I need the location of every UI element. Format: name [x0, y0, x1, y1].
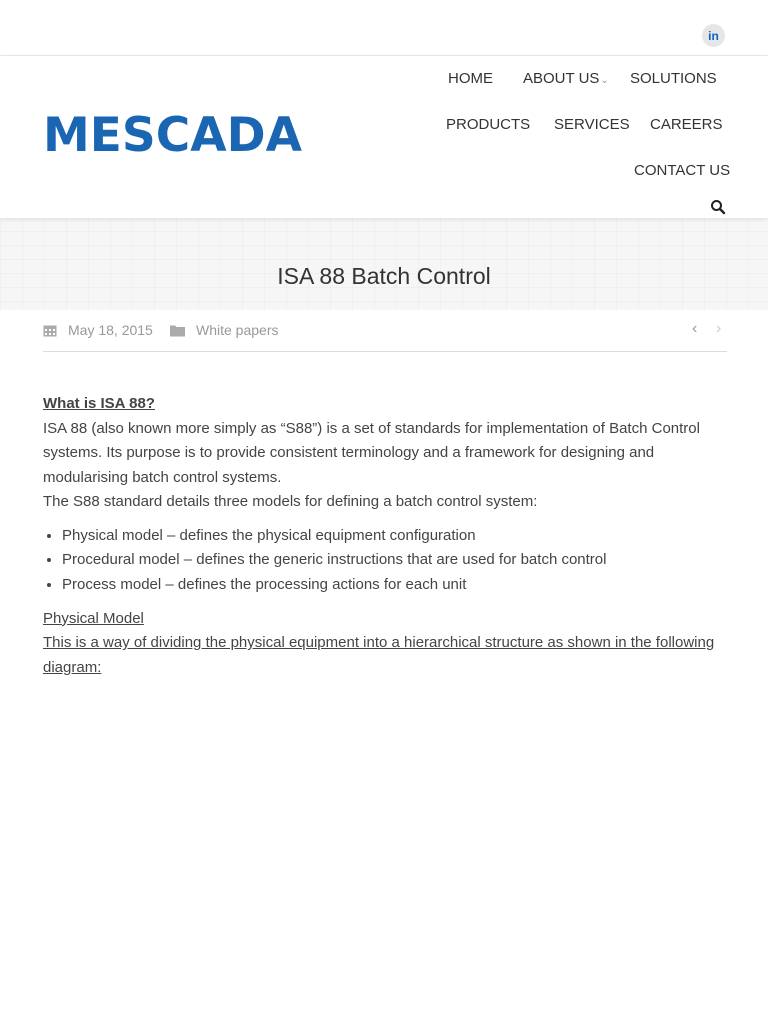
models-list — [43, 524, 733, 598]
site-header — [0, 56, 768, 218]
physical-model-text: This is a way of dividing the physical equipment into a hierarchical structure as shown in the following diagram: — [43, 634, 715, 676]
folder-icon — [170, 324, 185, 337]
nav-careers[interactable]: CAREERS — [650, 116, 723, 133]
post-date — [43, 322, 153, 338]
calendar-icon — [43, 324, 57, 337]
nav-about-us-label: ABOUT US — [523, 70, 600, 87]
article-heading: What is ISA 88? — [43, 395, 155, 412]
list-item: • Process model – defines the processing actions for each unit — [62, 573, 733, 598]
page-title: ISA 88 Batch Control — [277, 263, 491, 290]
nav-services[interactable]: SERVICES — [554, 116, 630, 133]
article-content — [43, 392, 733, 680]
physical-model-heading: Physical Model — [43, 609, 144, 627]
post-category[interactable] — [170, 322, 278, 338]
article-intro: ISA 88 (also known more simply as “S88”) is a set of standards for implementation of Batch Control systems. Its purpose is to provide consistent terminology and a framework for designing and modularising batch control systems. — [43, 419, 700, 486]
list-item: • Physical model – defines the physical equipment configuration — [62, 524, 733, 549]
post-meta — [43, 320, 727, 352]
linkedin-icon[interactable]: in — [702, 24, 725, 47]
post-category-link[interactable]: White papers — [196, 322, 279, 338]
nav-solutions[interactable]: SOLUTIONS — [630, 70, 717, 87]
nav-about-us[interactable] — [523, 70, 609, 87]
post-date-text: May 18, 2015 — [68, 322, 153, 338]
title-banner — [0, 218, 768, 310]
nav-home[interactable]: HOME — [448, 70, 493, 87]
models-intro: The S88 standard details three models for defining a batch control system: — [43, 493, 538, 510]
nav-products[interactable]: PRODUCTS — [446, 116, 531, 133]
previous-post-icon[interactable]: ‹ — [692, 320, 698, 337]
nav-contact-us[interactable]: CONTACT US — [634, 162, 731, 179]
next-post-icon[interactable]: › — [716, 320, 722, 337]
list-item: • Procedural model – defines the generic instructions that are used for batch control — [62, 548, 733, 573]
chevron-down-icon: ⌄ — [600, 75, 609, 86]
top-bar — [0, 0, 768, 56]
search-icon[interactable] — [710, 199, 726, 215]
mescada-logo[interactable]: MESCADA — [43, 108, 302, 163]
